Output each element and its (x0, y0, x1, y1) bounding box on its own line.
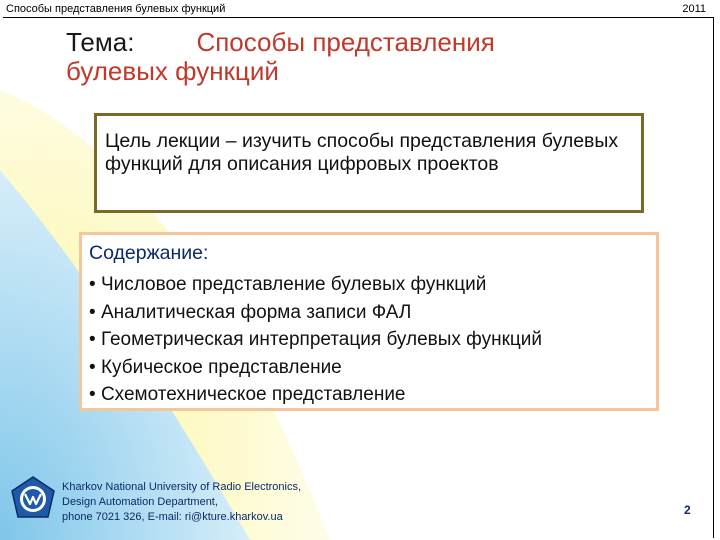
header-year: 2011 (682, 3, 706, 15)
list-item: • Числовое представление булевых функций (89, 271, 542, 299)
title-prefix: Тема: (66, 27, 135, 57)
university-logo-icon (8, 475, 58, 523)
footer-line-university: Kharkov National University of Radio Electronics, (62, 481, 302, 493)
slide-title (66, 28, 495, 86)
lecture-goal-box (94, 113, 644, 213)
contents-list (89, 271, 542, 409)
lecture-goal-text (105, 130, 645, 176)
page-number: 2 (684, 503, 691, 517)
list-item: • Геометрическая интерпретация булевых функций (89, 326, 542, 354)
footer-line-contact: phone 7021 326, E-mail: ri@kture.kharkov.ua (62, 511, 283, 523)
list-item: • Схемотехническое представление (89, 381, 542, 409)
list-item: • Аналитическая форма записи ФАЛ (89, 299, 542, 327)
right-border-line (713, 17, 714, 538)
title-line-1 (66, 28, 495, 57)
lecture-goal-description: – изучить способы представления булевых функций для описания цифровых проектов (105, 130, 619, 175)
list-item: • Кубическое представление (89, 354, 542, 382)
lecture-goal-label: Цель лекции (105, 130, 221, 152)
footer-contact (62, 480, 301, 525)
footer-line-department: Design Automation Department, (62, 496, 218, 508)
title-main: Способы представления (196, 27, 495, 57)
header-divider (3, 17, 713, 18)
header-topic: Способы представления булевых функций (6, 3, 226, 15)
contents-heading: Содержание: (89, 242, 209, 264)
contents-box (79, 232, 659, 411)
title-line-2: булевых функций (66, 56, 279, 86)
